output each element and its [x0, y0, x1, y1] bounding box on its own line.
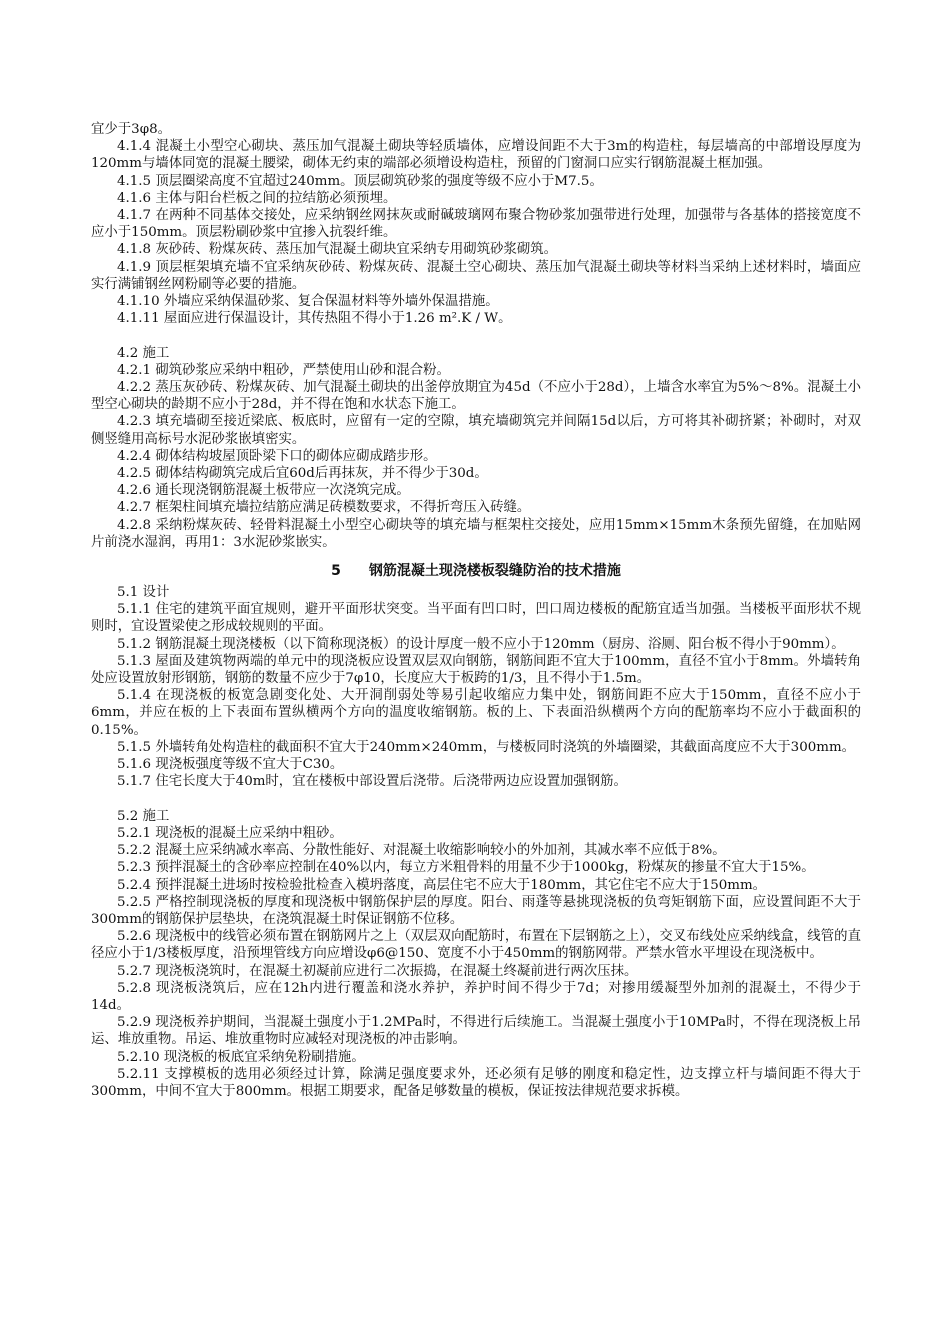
clause-4-2-6: 4.2.6 通长现浇钢筋混凝土板带应一次浇筑完成。 [117, 483, 410, 499]
clause-5-2-1: 5.2.1 现浇板的混凝土应采纳中粗砂。 [117, 825, 343, 841]
clause-5-2-11: 5.2.11 支撑模板的选用必须经过计算，除满足强度要求外，还必须有足够的刚度和稳定性，边支撑立杆与墙间距不得大于300mm，中间不宜大于800mm。根据工期要求，配备足够数量的模板，保证按法律规范要求拆模。 [91, 1066, 861, 1099]
clause-4-2-5: 4.2.5 砌体结构砌筑完成后宜60d后再抹灰，并不得少于30d。 [117, 466, 488, 482]
clause-4-1-8: 4.1.8 灰砂砖、粉煤灰砖、蒸压加气混凝土砌块宜采纳专用砌筑砂浆砌筑。 [117, 242, 558, 258]
clause-4-1-9: 4.1.9 顶层框架填充墙不宜采纳灰砂砖、粉煤灰砖、混凝土空心砌块、蒸压加气混凝土砌块等材料当采纳上述材料时，墙面应实行满铺钢丝网粉刷等必要的措施。 [91, 259, 861, 292]
spacer [91, 551, 861, 561]
clause-5-2-4: 5.2.4 预拌混凝土进场时按检验批检查入模坍落度，高层住宅不应大于180mm，其它住宅不应大于150mm。 [117, 877, 767, 893]
clause-4-1-6: 4.1.6 主体与阳台栏板之间的拉结筋必须预埋。 [117, 190, 397, 206]
section-4-2-title: 4.2 施工 [117, 345, 170, 361]
clause-5-2-2: 5.2.2 混凝土应采纳减水率高、分散性能好、对混凝土收缩影响较小的外加剂，其减水率不应低于8%。 [117, 843, 726, 859]
clause-5-1-7: 5.1.7 住宅长度大于40m时，宜在楼板中部设置后浇带。后浇带两边应设置加强钢筋。 [117, 774, 627, 790]
clause-5-2-5: 5.2.5 严格控制现浇板的厚度和现浇板中钢筋保护层的厚度。阳台、雨蓬等悬挑现浇板的负弯矩钢筋下面，应设置间距不大于300mm的钢筋保护层垫块，在浇筑混凝土时保证钢筋不位移。 [91, 894, 861, 927]
clause-5-2-6: 5.2.6 现浇板中的线管必须布置在钢筋网片之上（双层双向配筋时，布置在下层钢筋之上），交叉布线处应采纳线盒，线管的直径应小于1/3楼板厚度，沿预埋管线方向应增设φ6@150、宽度不小于450mm的钢筋网带。严禁水管水平埋设在现浇板中。 [91, 929, 861, 962]
clause-5-1-6: 5.1.6 现浇板强度等级不宜大于C30。 [117, 757, 344, 773]
clause-4-1-4: 4.1.4 混凝土小型空心砌块、蒸压加气混凝土砌块等轻质墙体，应增设间距不大于3m的构造柱，每层墙高的中部增设厚度为120mm与墙体同宽的混凝土腰梁，砌体无约束的端部必须增设构造柱，预留的门窗洞口应实行钢筋混凝土框加强。 [91, 139, 861, 172]
clause-4-2-8: 4.2.8 采纳粉煤灰砖、轻骨料混凝土小型空心砌块等的填充墙与框架柱交接处，应用15mm×15mm木条预先留缝，在加贴网片前浇水湿润，再用1：3水泥砂浆嵌实。 [91, 517, 861, 550]
clause-4-1-11: 4.1.11 屋面应进行保温设计，其传热阻不得小于1.26 m².K / W。 [117, 311, 512, 327]
clause-4-2-3: 4.2.3 填充墙砌至接近梁底、板底时，应留有一定的空隙，填充墙砌筑完并间隔15d以后，方可将其补砌挤紧；补砌时，对双侧竖缝用高标号水泥砂浆嵌填密实。 [91, 414, 861, 447]
clause-4-2-1: 4.2.1 砌筑砂浆应采纳中粗砂，严禁使用山砂和混合粉。 [117, 362, 450, 378]
clause-5-1-4: 5.1.4 在现浇板的板宽急剧变化处、大开洞削弱处等易引起收缩应力集中处，钢筋间距不应大于150mm，直径不应小于6mm，并应在板的上下表面布置纵横两个方向的温度收缩钢筋。板的上、下表面沿纵横两个方向的配筋率均不应小于截面积的0.15%。 [91, 688, 861, 738]
clause-4-2-2: 4.2.2 蒸压灰砂砖、粉煤灰砖、加气混凝土砌块的出釜停放期宜为45d（不应小于28d），上墙含水率宜为5%～8%。混凝土小型空心砌块的龄期不应小于28d，并不得在饱和水状态下施工。 [91, 380, 861, 413]
clause-4-1-5: 4.1.5 顶层圈梁高度不宜超过240mm。顶层砌筑砂浆的强度等级不应小于M7.5。 [117, 173, 603, 189]
section-5-1-title: 5.1 设计 [117, 585, 170, 601]
section-5-heading: 5 钢筋混凝土现浇楼板裂缝防治的技术措施 [331, 563, 621, 580]
clause-4-2-4: 4.2.4 砌体结构坡屋顶卧梁下口的砌体应砌成踏步形。 [117, 448, 437, 464]
section-5-2-title: 5.2 施工 [117, 808, 170, 824]
clause-4-1-7: 4.1.7 在两种不同基体交接处，应采纳钢丝网抹灰或耐碱玻璃网布聚合物砂浆加强带进行处理，加强带与各基体的搭接宽度不应小于150mm。顶层粉刷砂浆中宜掺入抗裂纤维。 [91, 208, 861, 241]
spacer [91, 791, 861, 808]
clause-5-1-2: 5.1.2 钢筋混凝土现浇楼板（以下简称现浇板）的设计厚度一般不应小于120mm（厨房、浴厕、阳台板不得小于90mm）。 [117, 636, 845, 652]
clause-5-2-8: 5.2.8 现浇板浇筑后，应在12h内进行覆盖和浇水养护，养护时间不得少于7d；对掺用缓凝型外加剂的混凝土，不得少于14d。 [91, 980, 861, 1013]
clause-4-2-7: 4.2.7 框架柱间填充墙拉结筋应满足砖模数要求，不得折弯压入砖缝。 [117, 500, 531, 516]
spacer [91, 327, 861, 344]
clause-5-1-5: 5.1.5 外墙转角处构造柱的截面积不宜大于240mm×240mm，与楼板同时浇筑的外墙圈梁，其截面高度应不大于300mm。 [117, 739, 856, 755]
clause-5-1-1: 5.1.1 住宅的建筑平面宜规则，避开平面形状突变。当平面有凹口时，凹口周边楼板的配筋宜适当加强。当楼板平面形状不规则时，宜设置梁使之形成较规则的平面。 [91, 602, 861, 635]
clause-5-1-3: 5.1.3 屋面及建筑物两端的单元中的现浇板应设置双层双向钢筋，钢筋间距不宜大于100mm，直径不宜小于8mm。外墙转角处应设置放射形钢筋，钢筋的数量不应少于7φ10，长度应大于板跨的1/3，且不得小于1.5m。 [91, 653, 861, 687]
clause-5-2-10: 5.2.10 现浇板的板底宜采纳免粉刷措施。 [117, 1049, 365, 1065]
paragraph-continuation: 宜少于3φ8。 [91, 122, 171, 137]
clause-5-2-9: 5.2.9 现浇板养护期间，当混凝土强度小于1.2MPa时，不得进行后续施工。当混凝土强度小于10MPa时，不得在现浇板上吊运、堆放重物。吊运、堆放重物时应减轻对现浇板的冲击影响。 [91, 1015, 861, 1048]
clause-5-2-3: 5.2.3 预拌混凝土的含砂率应控制在40%以内，每立方米粗骨料的用量不少于1000kg，粉煤灰的掺量不宜大于15%。 [117, 860, 815, 876]
clause-5-2-7: 5.2.7 现浇板浇筑时，在混凝土初凝前应进行二次振捣，在混凝土终凝前进行两次压抹。 [117, 963, 638, 979]
document-page [91, 121, 861, 1100]
clause-4-1-10: 4.1.10 外墙应采纳保温砂浆、复合保温材料等外墙外保温措施。 [117, 294, 499, 310]
